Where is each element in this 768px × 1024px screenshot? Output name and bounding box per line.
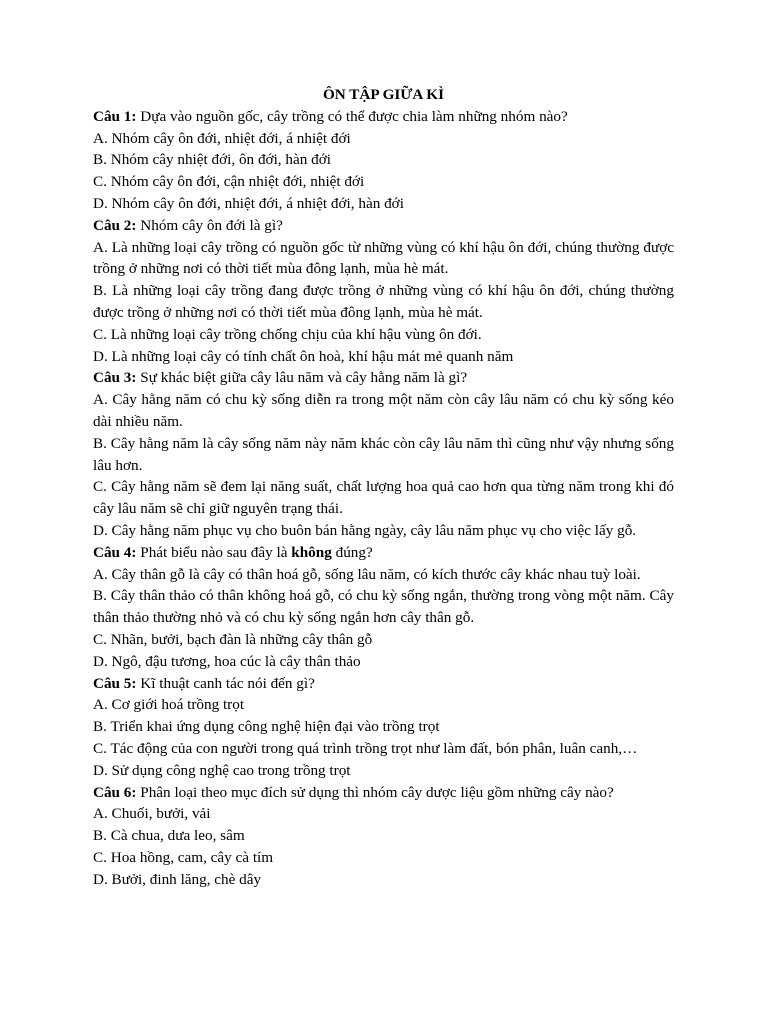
question-6-label: Câu 6:: [93, 783, 137, 801]
question-3-option-a: A. Cây hằng năm có chu kỳ sống diễn ra trong một năm còn cây lâu năm có chu kỳ sống kéo dài nhiều năm.: [93, 391, 674, 430]
question-3-option-b: B. Cây hằng năm là cây sống năm này năm khác còn cây lâu năm thì cũng như vậy nhưng sống lâu hơn.: [93, 434, 674, 474]
question-5: [93, 673, 674, 695]
question-4-option-b: B. Cây thân thảo có thân không hoá gỗ, có chu kỳ sống ngắn, thường trong vòng một năm. Cây thân thảo thường nhỏ và có chu kỳ sống ngắn hơn cây thân gỗ.: [93, 587, 674, 627]
question-5-option-a: A. Cơ giới hoá trồng trọt: [93, 696, 245, 714]
question-3-label: Câu 3:: [93, 369, 137, 387]
question-3-text: Sự khác biệt giữa cây lâu năm và cây hằng năm là gì?: [136, 369, 468, 387]
question-5-option-b: B. Triển khai ứng dụng công nghệ hiện đại vào trồng trọt: [93, 718, 440, 736]
question-6-option-a: A. Chuối, bưởi, vải: [93, 805, 211, 823]
question-4-option-d: D. Ngô, đậu tương, hoa cúc là cây thân thảo: [93, 652, 361, 670]
question-4-label: Câu 4:: [93, 543, 137, 561]
question-5-text: Kĩ thuật canh tác nói đến gì?: [136, 674, 315, 692]
question-4-text-after: đúng?: [331, 543, 373, 561]
question-1-label: Câu 1:: [93, 107, 137, 125]
question-3-option-c: C. Cây hằng năm sẽ đem lại năng suất, chất lượng hoa quả cao hơn qua từng năm trong khi đó cây lâu năm sẽ chỉ giữ nguyên trạng thái.: [93, 478, 674, 518]
question-3: [93, 367, 674, 389]
question-4-text-before: Phát biểu nào sau đây là: [136, 543, 292, 561]
question-5-label: Câu 5:: [93, 674, 137, 692]
document-title: ÔN TẬP GIỮA KÌ: [322, 86, 445, 103]
question-2-option-b: B. Là những loại cây trồng đang được trồng ở những vùng có khí hậu ôn đới, chúng thường được trồng ở những nơi có thời tiết mùa đông lạnh, mùa hè mát.: [93, 282, 674, 321]
question-6-option-b: B. Cà chua, dưa leo, sâm: [93, 827, 245, 845]
document-page: [93, 84, 674, 890]
question-4: [93, 542, 674, 564]
question-1-text: Dựa vào nguồn gốc, cây trồng có thể được chia làm những nhóm nào?: [136, 107, 568, 125]
question-6: [93, 782, 674, 804]
question-2-option-a: A. Là những loại cây trồng có nguồn gốc từ những vùng có khí hậu ôn đới, chúng thường được trồng ở những nơi có thời tiết mùa đông lạnh, mùa hè mát.: [93, 238, 674, 278]
question-2-label: Câu 2:: [93, 216, 137, 234]
question-2-text: Nhóm cây ôn đới là gì?: [136, 216, 283, 234]
question-1-option-b: B. Nhóm cây nhiệt đới, ôn đới, hàn đới: [93, 151, 331, 169]
question-5-option-d: D. Sử dụng công nghệ cao trong trồng trọt: [93, 761, 351, 779]
question-6-option-d: D. Bưởi, đinh lăng, chè dây: [93, 870, 262, 888]
question-6-text: Phân loại theo mục đích sử dụng thì nhóm cây dược liệu gồm những cây nào?: [136, 783, 614, 801]
question-2: [93, 215, 674, 237]
question-4-option-c: C. Nhãn, bưởi, bạch đàn là những cây thân gỗ: [93, 630, 373, 648]
question-2-option-d: D. Là những loại cây có tính chất ôn hoà, khí hậu mát mẻ quanh năm: [93, 347, 514, 365]
question-1-option-d: D. Nhóm cây ôn đới, nhiệt đới, á nhiệt đới, hàn đới: [93, 194, 404, 212]
question-3-option-d: D. Cây hằng năm phục vụ cho buôn bán hằng ngày, cây lâu năm phục vụ cho việc lấy gỗ.: [93, 521, 637, 539]
question-5-option-c: C. Tác động của con người trong quá trình trồng trọt như làm đất, bón phân, luân canh,…: [93, 739, 638, 757]
question-2-option-c: C. Là những loại cây trồng chống chịu của khí hậu vùng ôn đới.: [93, 325, 482, 343]
question-1-option-c: C. Nhóm cây ôn đới, cận nhiệt đới, nhiệt đới: [93, 173, 365, 191]
question-1: [93, 106, 674, 128]
question-6-option-c: C. Hoa hồng, cam, cây cà tím: [93, 848, 274, 866]
question-4-option-a: A. Cây thân gỗ là cây có thân hoá gỗ, sống lâu năm, có kích thước cây khác nhau tuỳ loài.: [93, 565, 641, 583]
question-1-option-a: A. Nhóm cây ôn đới, nhiệt đới, á nhiệt đới: [93, 129, 351, 147]
question-4-emphasis: không: [291, 543, 332, 561]
